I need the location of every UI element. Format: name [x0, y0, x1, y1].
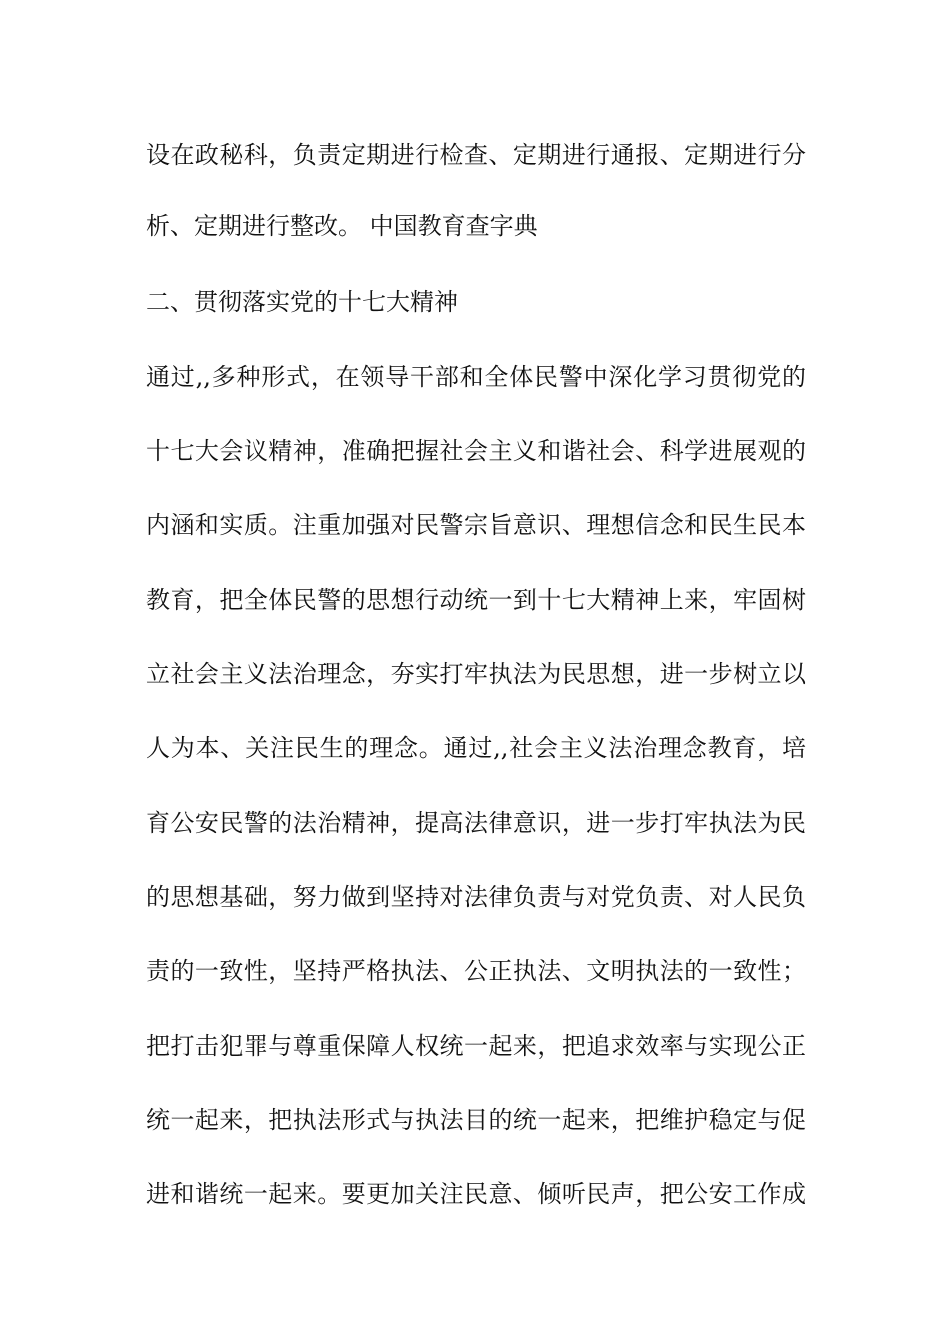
text-line: 内涵和实质。注重加强对民警宗旨意识、理想信念和民生民本 — [146, 511, 806, 539]
text-line: 进和谐统一起来。要更加关注民意、倾听民声，把公安工作成 — [146, 1180, 806, 1208]
section-heading: 二、贯彻落实党的十七大精神 — [146, 288, 458, 316]
text-line: 通过,,多种形式，在领导干部和全体民警中深化学习贯彻党的 — [146, 363, 806, 391]
text-line: 设在政秘科，负责定期进行检查、定期进行通报、定期进行分 — [146, 141, 806, 169]
text-line: 责的一致性，坚持严格执法、公正执法、文明执法的一致性； — [146, 957, 806, 985]
text-line: 教育，把全体民警的思想行动统一到十七大精神上来，牢固树 — [146, 586, 806, 614]
text-line: 十七大会议精神，准确把握社会主义和谐社会、科学进展观的 — [146, 437, 806, 465]
text-line: 人为本、关注民生的理念。通过,,社会主义法治理念教育，培 — [146, 734, 806, 762]
text-line: 统一起来，把执法形式与执法目的统一起来，把维护稳定与促 — [146, 1106, 806, 1134]
text-line: 的思想基础，努力做到坚持对法律负责与对党负责、对人民负 — [146, 883, 806, 911]
text-line: 析、定期进行整改。 中国教育查字典 — [146, 212, 538, 240]
text-line: 育公安民警的法治精神，提高法律意识，进一步打牢执法为民 — [146, 809, 806, 837]
text-line: 把打击犯罪与尊重保障人权统一起来，把追求效率与实现公正 — [146, 1032, 806, 1060]
text-line: 立社会主义法治理念，夯实打牢执法为民思想，进一步树立以 — [146, 660, 806, 688]
